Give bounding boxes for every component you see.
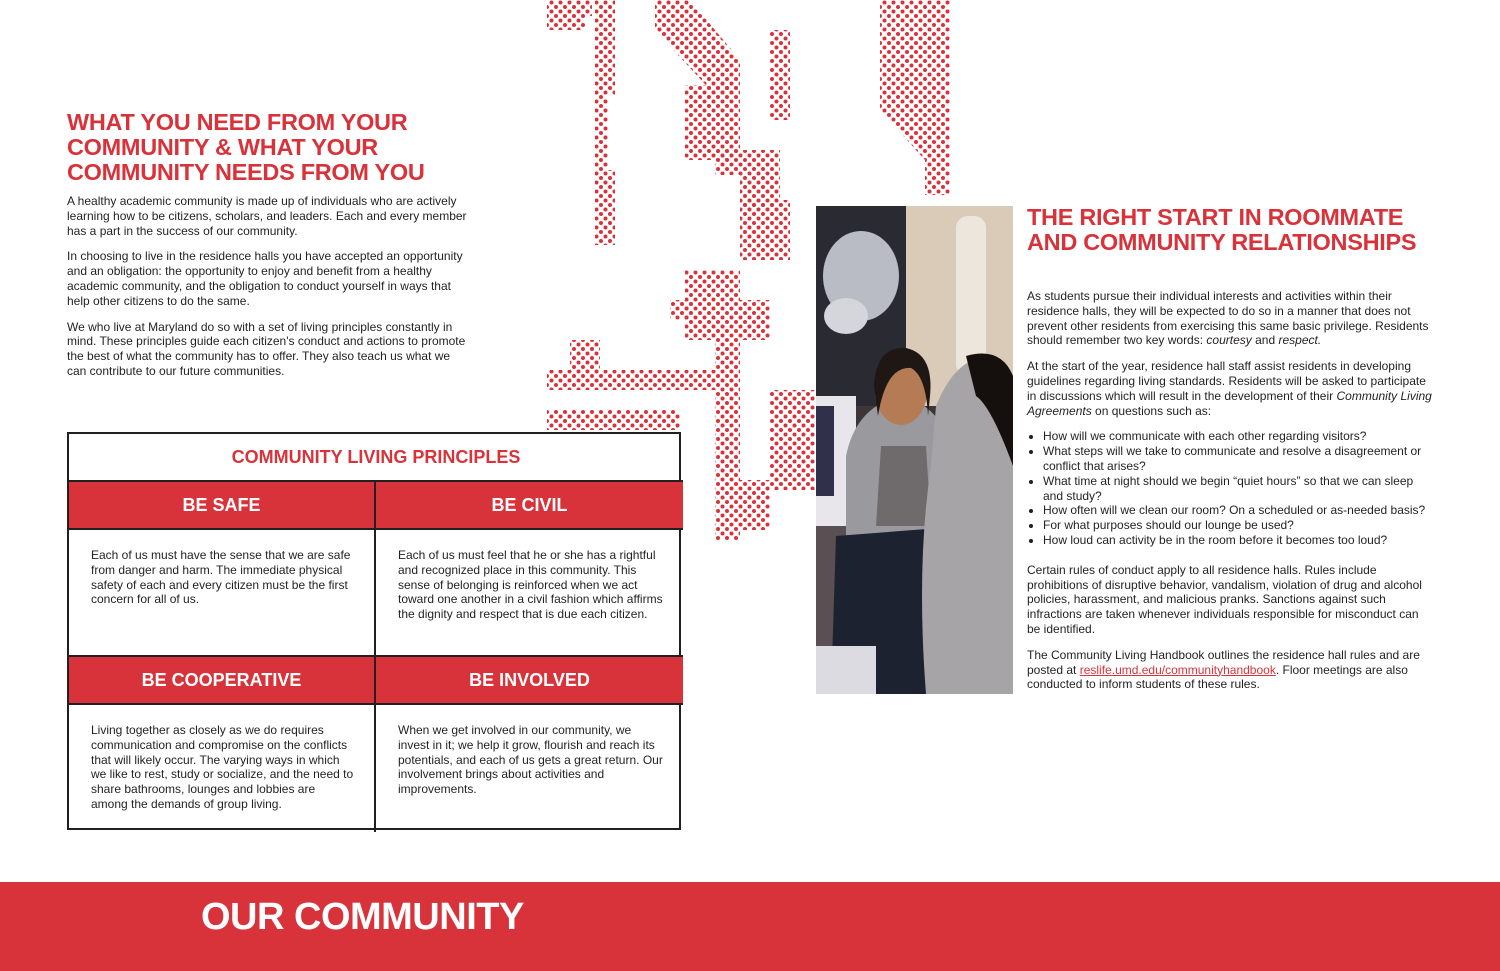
principle-heading-be-cooperative: BE COOPERATIVE bbox=[69, 657, 376, 705]
text-span: on questions such as: bbox=[1091, 403, 1212, 418]
principle-heading-be-involved: BE INVOLVED bbox=[376, 657, 683, 705]
text-span: At the start of the year, residence hall staff assist residents in developing guidelines regarding living standards. Residents will be asked to participate in discussions which will result in the development of their bbox=[1027, 359, 1426, 403]
text-span: and bbox=[1251, 333, 1279, 348]
list-item: • What steps will we take to communicate and resolve a disagreement or conflict that arises? bbox=[1043, 444, 1432, 474]
list-item: • For what purposes should our lounge be used? bbox=[1043, 518, 1432, 533]
footer-title: OUR COMMUNITY bbox=[201, 896, 524, 938]
left-section-body bbox=[67, 194, 467, 390]
keyword-courtesy: courtesy bbox=[1206, 333, 1252, 348]
left-paragraph: We who live at Maryland do so with a set of living principles constantly in mind. These principles guide each citizen's conduct and actions to promote the best of what the community has to offer. They also teach us what we can contribute to our future communities. bbox=[67, 319, 466, 378]
list-item: • How loud can activity be in the room before it becomes too loud? bbox=[1043, 533, 1432, 548]
principle-text-be-civil: Each of us must feel that he or she has a rightful and recognized place in this community. This sense of belonging is reinforced when we act toward one another in a civil fashion which affirms the dignity and respect that is due each citizen. bbox=[376, 530, 683, 657]
right-section-body bbox=[1027, 289, 1432, 703]
students-photo bbox=[816, 206, 1013, 694]
community-living-agreements-term: Community Living Agreements bbox=[1027, 388, 1432, 418]
text-span: . Floor meetings are also conducted to inform students of these rules. bbox=[1027, 662, 1408, 692]
list-item: • How will we communicate with each other regarding visitors? bbox=[1043, 429, 1432, 444]
keyword-respect: respect. bbox=[1278, 333, 1322, 348]
right-paragraph-3: Certain rules of conduct apply to all residence halls. Rules include prohibitions of disruptive behavior, vandalism, violation of drug and alcohol policies, harassment, and malicious pranks. Sanctions against such infractions are taken whenever individuals responsible for misconduct can be identified. bbox=[1027, 562, 1422, 636]
principle-text-be-safe: Each of us must have the sense that we are safe from danger and harm. The immediate physical safety of each and every citizen must be the first concern for all of us. bbox=[69, 530, 376, 657]
left-paragraph: A healthy academic community is made up of individuals who are actively learning how to be citizens, scholars, and leaders. Each and every member has a part in the success of our community. bbox=[67, 194, 467, 238]
community-handbook-link[interactable]: reslife.umd.edu/communityhandbook bbox=[1079, 662, 1276, 677]
right-paragraph-2 bbox=[1027, 359, 1432, 418]
community-living-principles-table bbox=[67, 432, 681, 830]
footer-banner bbox=[0, 882, 1500, 971]
principle-heading-be-civil: BE CIVIL bbox=[376, 482, 683, 530]
principles-table-title: COMMUNITY LIVING PRINCIPLES bbox=[69, 434, 683, 482]
principle-text-be-cooperative: Living together as closely as we do requires communication and compromise on the conflicts that will likely occur. The varying ways in which we like to rest, study or socialize, and the need to share bathrooms, lounges and lobbies are among the demands of group living. bbox=[69, 705, 376, 832]
left-section-title: WHAT YOU NEED FROM YOUR COMMUNITY & WHAT YOUR COMMUNITY NEEDS FROM YOU bbox=[67, 109, 425, 185]
text-span: As students pursue their individual interests and activities within their residence halls, they will be expected to do so in a manner that does not prevent other residents from exercising this same basic privilege. Residents should remember two key words: bbox=[1027, 289, 1429, 348]
left-paragraph: In choosing to live in the residence halls you have accepted an opportunity and an obligation: the opportunity to enjoy and benefit from a healthy academic community, and the obligation to conduct yourself in ways that help other citizens to do the same. bbox=[67, 249, 463, 308]
list-item: • How often will we clean our room? On a scheduled or as-needed basis? bbox=[1043, 503, 1432, 518]
questions-list bbox=[1027, 429, 1432, 547]
text-span: The Community Living Handbook outlines the residence hall rules and are posted at bbox=[1027, 647, 1420, 677]
principle-heading-be-safe: BE SAFE bbox=[69, 482, 376, 530]
list-item: • What time at night should we begin “quiet hours” so that we can sleep and study? bbox=[1043, 474, 1432, 504]
right-paragraph-1 bbox=[1027, 289, 1432, 348]
principle-text-be-involved: When we get involved in our community, we invest in it; we help it grow, flourish and reach its potentials, and each of us gets a great return. Our involvement brings about activities and improvements. bbox=[398, 723, 663, 797]
right-paragraph-4 bbox=[1027, 648, 1432, 692]
right-section-title: THE RIGHT START IN ROOMMATE AND COMMUNITY RELATIONSHIPS bbox=[1027, 204, 1417, 255]
